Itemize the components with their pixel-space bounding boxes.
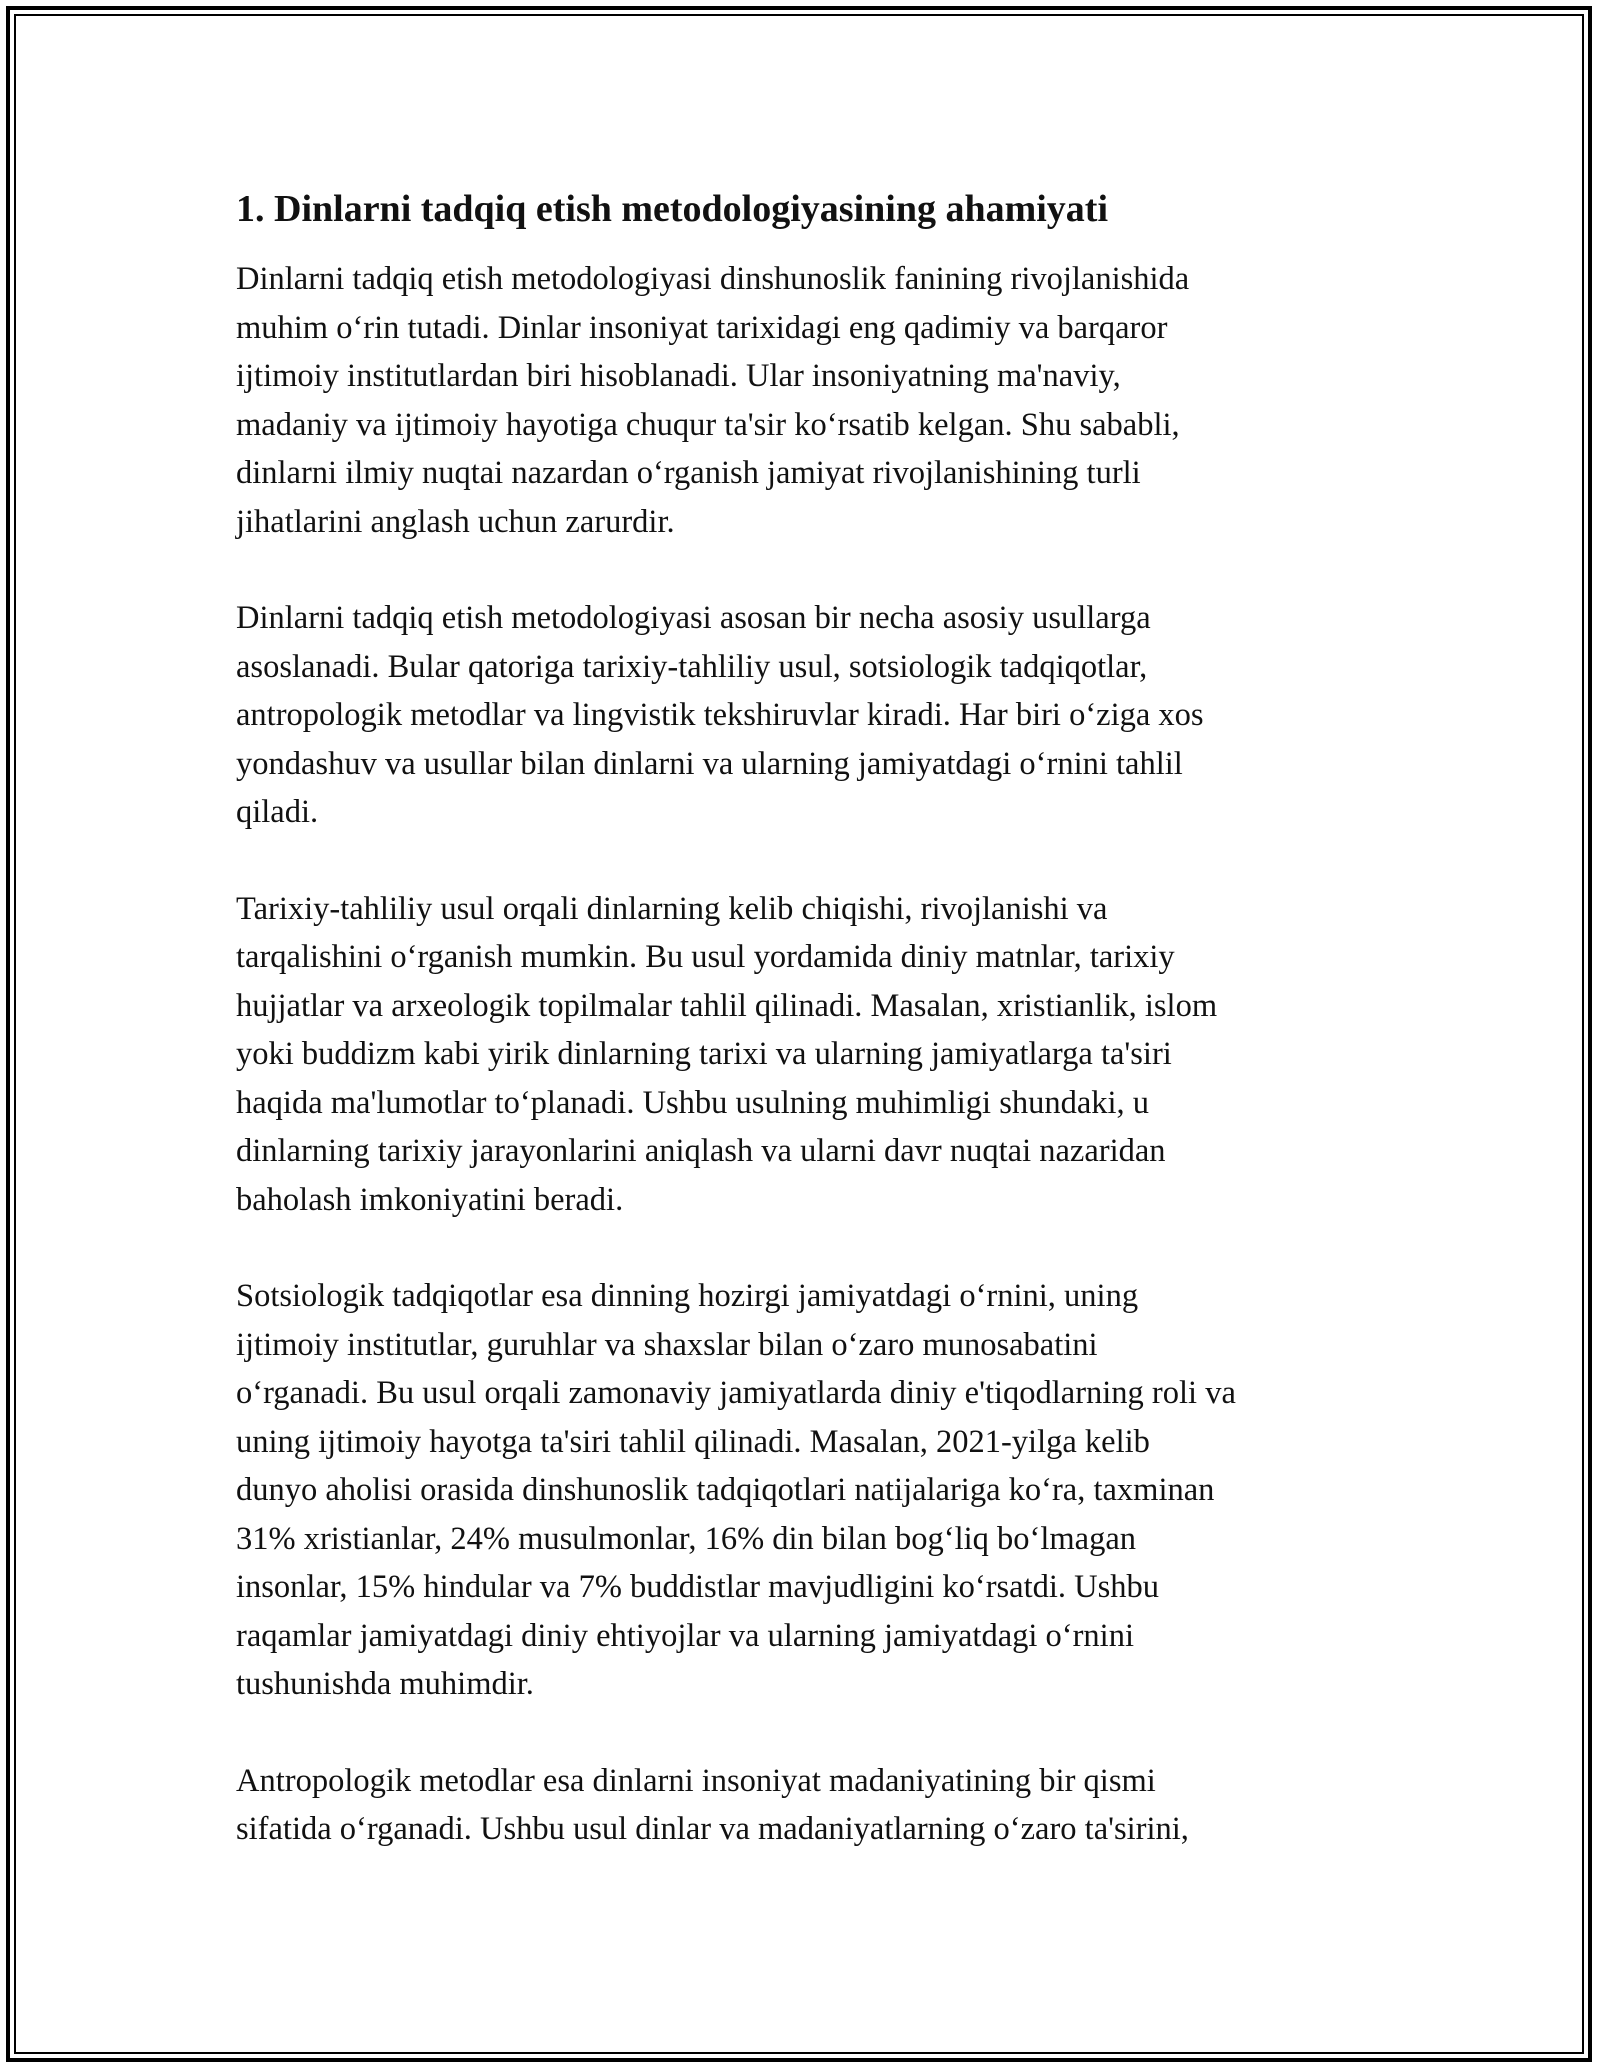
paragraph-1: Dinlarni tadqiq etish metodologiyasi dinshunoslik fanining rivojlanishida muhim o‘rin tutadi. Dinlar insoniyat tarixidagi eng qadimiy va barqaror ijtimoiy institutlardan biri hisoblanadi. Ular insoniyatning ma'naviy, madaniy va ijtimoiy hayotiga chuqur ta'sir ko‘rsatib kelgan. Shu sababli, dinlarni ilmiy nuqtai nazardan o‘rganish jamiyat rivojlanishining turli jihatlarini anglash uchun zarurdir.: [236, 261, 1190, 540]
document-body: [236, 185, 1376, 1902]
paragraph-3: Tarixiy-tahliliy usul orqali dinlarning kelib chiqishi, rivojlanishi va tarqalishini o‘rganish mumkin. Bu usul yordamida diniy matnlar, tarixiy hujjatlar va arxeologik topilmalar tahlil qilinadi. Masalan, xristianlik, islom yoki buddizm kabi yirik dinlarning tarixi va ularning jamiyatlarga ta'siri haqida ma'lumotlar to‘planadi. Ushbu usulning muhimligi shundaki, u dinlarning tarixiy jarayonlarini aniqlash va ularni davr nuqtai nazaridan baholash imkoniyatini beradi.: [236, 890, 1218, 1218]
paragraph-2: Dinlarni tadqiq etish metodologiyasi asosan bir necha asosiy usullarga asoslanadi. Bular qatoriga tarixiy-tahliliy usul, sotsiologik tadqiqotlar, antropologik metodlar va lingvistik tekshiruvlar kiradi. Har biri o‘ziga xos yondashuv va usullar bilan dinlarni va ularning jamiyatdagi o‘rnini tahlil qiladi.: [236, 600, 1204, 830]
paragraph-5: Antropologik metodlar esa dinlarni insoniyat madaniyatining bir qismi sifatida o‘rganadi. Ushbu usul dinlar va madaniyatlarning o‘zaro ta'sirini,: [236, 1762, 1189, 1847]
section-heading: 1. Dinlarni tadqiq etish metodologiyasining ahamiyati: [236, 188, 1109, 230]
paragraph-4: Sotsiologik tadqiqotlar esa dinning hozirgi jamiyatdagi o‘rnini, uning ijtimoiy institutlar, guruhlar va shaxslar bilan o‘zaro munosabatini o‘rganadi. Bu usul orqali zamonaviy jamiyatlarda diniy e'tiqodlarning roli va uning ijtimoiy hayotga ta'siri tahlil qilinadi. Masalan, 2021-yilga kelib dunyo aholisi orasida dinshunoslik tadqiqotlari natijalariga ko‘ra, taxminan 31% xristianlar, 24% musulmonlar, 16% din bilan bog‘liq bo‘lmagan insonlar, 15% hindular va 7% buddistlar mavjudligini ko‘rsatdi. Ushbu raqamlar jamiyatdagi diniy ehtiyojlar va ularning jamiyatdagi o‘rnini tushunishda muhimdir.: [236, 1278, 1236, 1702]
